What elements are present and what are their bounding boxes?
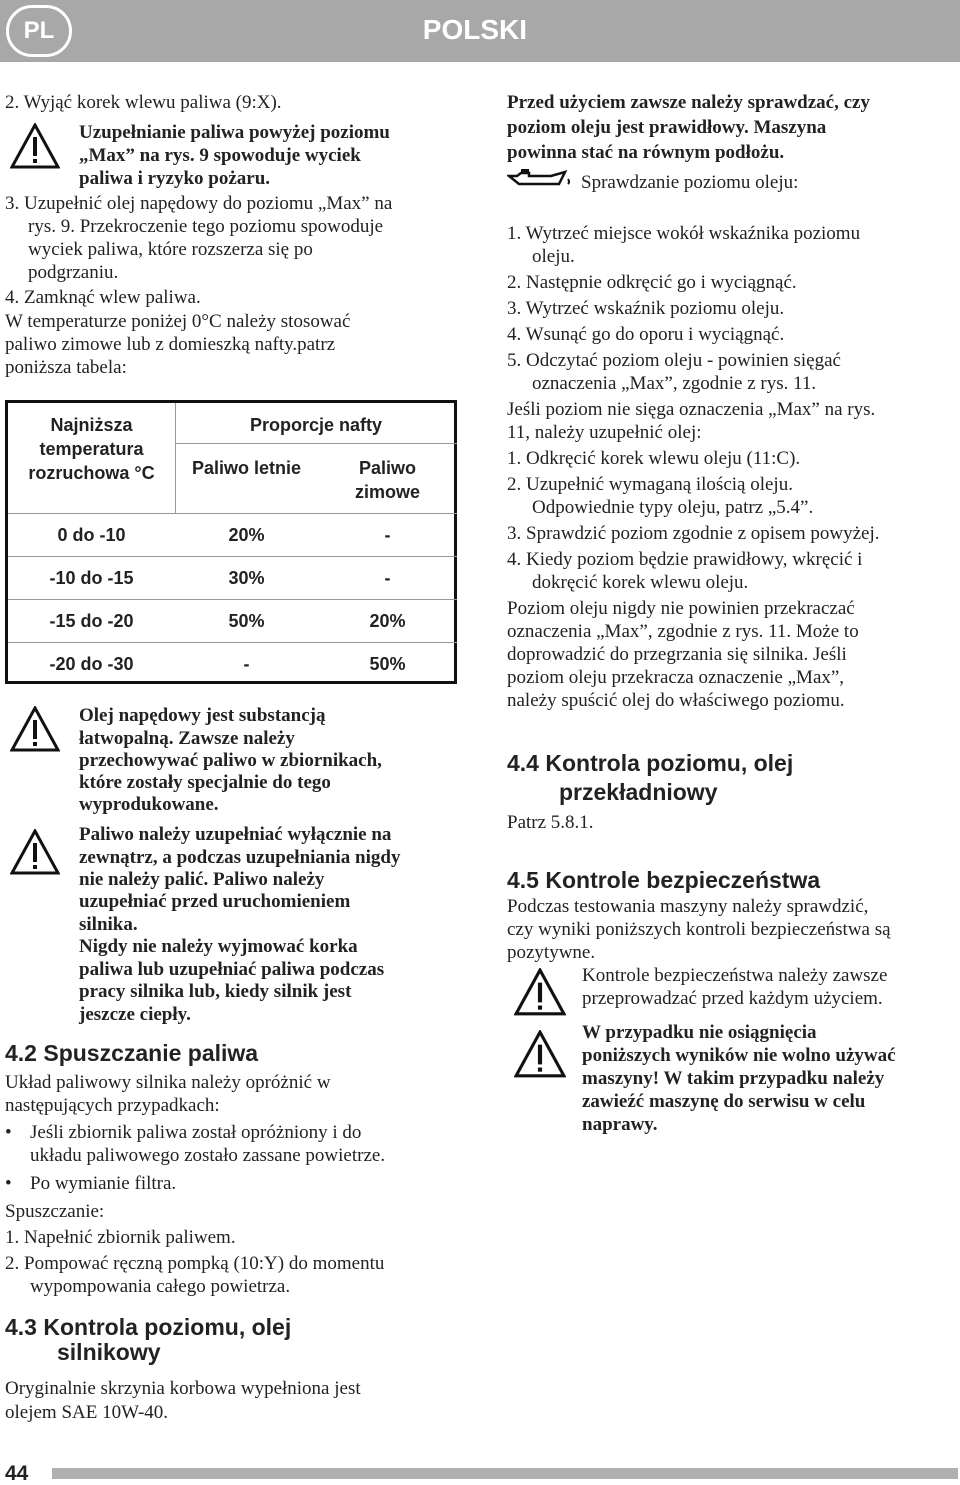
header-winter-fuel [318, 456, 457, 504]
safety-note-line-1: Kontrole bezpieczeństwa należy zawsze [582, 965, 888, 986]
bullet-1-line-1: Jeśli zbiornik paliwa został opróżniony i do [30, 1122, 362, 1143]
section-4-5-text-line-2: czy wyniki poniższych kontroli bezpieczeństwa są [507, 919, 891, 940]
warning-refuel-line-5: silnika. [79, 914, 138, 935]
safety-warning-line-4: zawieźć maszynę do serwisu w celu [582, 1091, 866, 1112]
bullet-1-line-2: układu paliwowego zostało zassane powietrze. [30, 1145, 386, 1166]
warning-icon [514, 1030, 566, 1078]
warning-icon [10, 123, 60, 169]
header-winter-fuel-line: Paliwo [358, 458, 416, 478]
cell-temp: -10 do -15 [49, 568, 134, 588]
warning-refuel-line-8: pracy silnika lub, kiedy silnik jest [79, 981, 352, 1002]
oil-max-note-line-3: doprowadzić do przegrzania się silnika. Jeśli [507, 644, 847, 665]
warning-icon [514, 968, 566, 1016]
oil-step-1-line-2: oleju. [532, 246, 575, 267]
kerosene-proportion-table [5, 400, 457, 684]
header-temperature-line: Najniższa [50, 415, 133, 435]
warning-fuel-overflow-line-2: „Max” na rys. 9 spowoduje wyciek [79, 145, 361, 166]
table-divider [8, 556, 457, 557]
warning-fuel-overflow-line-1: Uzupełnianie paliwa powyżej poziomu [79, 122, 390, 143]
oil-step-4: 4. Wsunąć go do oporu i wyciągnąć. [507, 324, 785, 345]
refill-intro-line-1: Jeśli poziom nie sięga oznaczenia „Max” na rys. [507, 399, 876, 420]
warning-flammable-line-3: przechowywać paliwo w zbiornikach, [79, 750, 382, 771]
table-divider [175, 443, 457, 444]
section-4-5-text-line-3: pozytywne. [507, 942, 596, 963]
section-4-2-heading: 4.2 Spuszczanie paliwa [5, 1040, 259, 1066]
warning-refuel-line-4: uzupełniać przed uruchomieniem [79, 891, 351, 912]
drain-step-2-line-2: wypompowania całego powietrza. [30, 1276, 291, 1297]
cell-temp: 0 do -10 [57, 525, 126, 545]
winter-note-line-2: paliwo zimowe lub z domieszką nafty.patrz [5, 334, 336, 355]
refill-intro-line-2: 11, należy uzupełnić olej: [507, 422, 702, 443]
oil-step-1-line-1: 1. Wytrzeć miejsce wokół wskaźnika poziomu [507, 223, 861, 244]
header-temperature-line: rozruchowa °C [28, 463, 155, 483]
cell-winter: - [384, 568, 391, 588]
safety-warning-line-1: W przypadku nie osiągnięcia [582, 1022, 817, 1043]
warning-refuel-line-6: Nigdy nie należy wyjmować korka [79, 936, 358, 957]
safety-warning-line-5: naprawy. [582, 1114, 658, 1135]
oil-check-intro-line-2: poziom oleju jest prawidłowy. Maszyna [507, 117, 827, 138]
refill-step-4-line-1: 4. Kiedy poziom będzie prawidłowy, wkręcić i [507, 549, 863, 570]
footer-bar [52, 1468, 958, 1479]
oil-step-2: 2. Następnie odkręcić go i wyciągnąć. [507, 272, 797, 293]
bullet-2: Po wymianie filtra. [30, 1173, 177, 1194]
refill-step-4-line-2: dokręcić korek wlewu oleju. [532, 572, 749, 593]
cell-temp: -15 do -20 [49, 611, 134, 631]
refill-step-3: 3. Sprawdzić poziom zgodnie z opisem powyżej. [507, 523, 880, 544]
winter-note-line-1: W temperaturze poniżej 0°C należy stosować [5, 311, 351, 332]
section-4-4-heading-line-2: przekładniowy [559, 779, 718, 805]
drain-label: Spuszczanie: [5, 1201, 105, 1222]
oil-max-note-line-1: Poziom oleju nigdy nie powinien przekraczać [507, 598, 855, 619]
header-bar [0, 0, 960, 62]
header-proportion: Proporcje nafty [249, 415, 383, 435]
warning-flammable-line-1: Olej napędowy jest substancją [79, 705, 326, 726]
step-3-line-4: podgrzaniu. [28, 262, 119, 283]
oil-can-icon [507, 168, 573, 192]
section-4-2-intro-line-1: Układ paliwowy silnika należy opróżnić w [5, 1072, 331, 1093]
warning-flammable-line-4: które zostały specjalnie do tego [79, 772, 331, 793]
cell-summer: 50% [228, 611, 265, 631]
section-4-4-text: Patrz 5.8.1. [507, 812, 594, 833]
section-4-5-heading: 4.5 Kontrole bezpieczeństwa [507, 867, 821, 893]
cell-summer: 20% [228, 525, 265, 545]
oil-check-label: Sprawdzanie poziomu oleju: [581, 172, 799, 193]
winter-note-line-3: poniższa tabela: [5, 357, 127, 378]
warning-icon [10, 706, 60, 752]
header-summer-fuel: Paliwo letnie [191, 458, 302, 478]
oil-max-note-line-4: poziom oleju przekracza oznaczenie „Max”, [507, 667, 845, 688]
drain-step-1: 1. Napełnić zbiornik paliwem. [5, 1227, 236, 1248]
page-number: 44 [5, 1462, 29, 1485]
section-4-3-heading-line-2: silnikowy [57, 1339, 161, 1365]
oil-max-note-line-2: oznaczenia „Max”, zgodnie z rys. 11. Może to [507, 621, 859, 642]
step-4-text: 4. Zamknąć wlew paliwa. [5, 287, 201, 308]
safety-note-line-2: przeprowadzać przed każdym użyciem. [582, 988, 883, 1009]
cell-winter: - [384, 525, 391, 545]
header-temperature-line: temperatura [39, 439, 144, 459]
warning-icon [10, 829, 60, 875]
cell-summer: - [243, 654, 250, 674]
refill-step-2-line-2: Odpowiednie typy oleju, patrz „5.4”. [532, 497, 814, 518]
warning-flammable-line-2: łatwopalną. Zawsze należy [79, 728, 295, 749]
table-divider [8, 642, 457, 643]
oil-max-note-line-5: należy spuścić olej do właściwego poziomu. [507, 690, 845, 711]
section-4-3-heading-line-1: 4.3 Kontrola poziomu, olej [5, 1314, 292, 1340]
step-3-line-1: 3. Uzupełnić olej napędowy do poziomu „Max” na [5, 193, 393, 214]
cell-summer: 30% [228, 568, 265, 588]
oil-check-intro-line-1: Przed użyciem zawsze należy sprawdzać, czy [507, 92, 870, 113]
oil-step-5-line-1: 5. Odczytać poziom oleju - powinien sięgać [507, 350, 841, 371]
warning-refuel-line-7: paliwa lub uzupełniać paliwa podczas [79, 959, 385, 980]
drain-step-2-line-1: 2. Pompować ręczną pompką (10:Y) do momentu [5, 1253, 385, 1274]
section-4-3-text-line-1: Oryginalnie skrzynia korbowa wypełniona jest [5, 1378, 361, 1399]
safety-warning-line-3: maszyny! W takim przypadku należy [582, 1068, 885, 1089]
bullet-marker: • [5, 1173, 12, 1194]
warning-refuel-line-2: zewnątrz, a podczas uzupełniania nigdy [79, 847, 401, 868]
bullet-marker: • [5, 1122, 12, 1143]
table-divider [8, 513, 457, 514]
refill-step-2-line-1: 2. Uzupełnić wymaganą ilością oleju. [507, 474, 793, 495]
cell-winter: 50% [369, 654, 406, 674]
table-divider [8, 599, 457, 600]
warning-flammable-line-5: wyprodukowane. [79, 794, 219, 815]
oil-step-3: 3. Wytrzeć wskaźnik poziomu oleju. [507, 298, 785, 319]
warning-refuel-line-9: jeszcze ciepły. [79, 1004, 191, 1025]
warning-refuel-line-3: nie należy palić. Paliwo należy [79, 869, 325, 890]
section-4-2-intro-line-2: następujących przypadkach: [5, 1095, 220, 1116]
cell-temp: -20 do -30 [49, 654, 134, 674]
safety-warning-line-2: poniższych wyników nie wolno używać [582, 1045, 896, 1066]
oil-check-intro-line-3: powinna stać na równym podłożu. [507, 142, 785, 163]
oil-step-5-line-2: oznaczenia „Max”, zgodnie z rys. 11. [532, 373, 817, 394]
step-3-line-3: wyciek paliwa, które rozszerza się po [28, 239, 313, 260]
language-badge: PL [6, 5, 72, 57]
header-title: POLSKI [422, 14, 527, 45]
refill-step-1: 1. Odkręcić korek wlewu oleju (11:C). [507, 448, 801, 469]
step-3-line-2: rys. 9. Przekroczenie tego poziomu spowoduje [28, 216, 384, 237]
section-4-3-text-line-2: olejem SAE 10W-40. [5, 1402, 169, 1423]
warning-refuel-line-1: Paliwo należy uzupełniać wyłącznie na [79, 824, 392, 845]
cell-winter: 20% [369, 611, 406, 631]
step-2-text: 2. Wyjąć korek wlewu paliwa (9:X). [5, 92, 282, 113]
section-4-5-text-line-1: Podczas testowania maszyny należy sprawdzić, [507, 896, 869, 917]
section-4-4-heading-line-1: 4.4 Kontrola poziomu, olej [507, 750, 794, 776]
header-winter-fuel-line: zimowe [354, 482, 420, 502]
warning-fuel-overflow-line-3: paliwa i ryzyko pożaru. [79, 168, 271, 189]
header-temperature [8, 413, 175, 485]
